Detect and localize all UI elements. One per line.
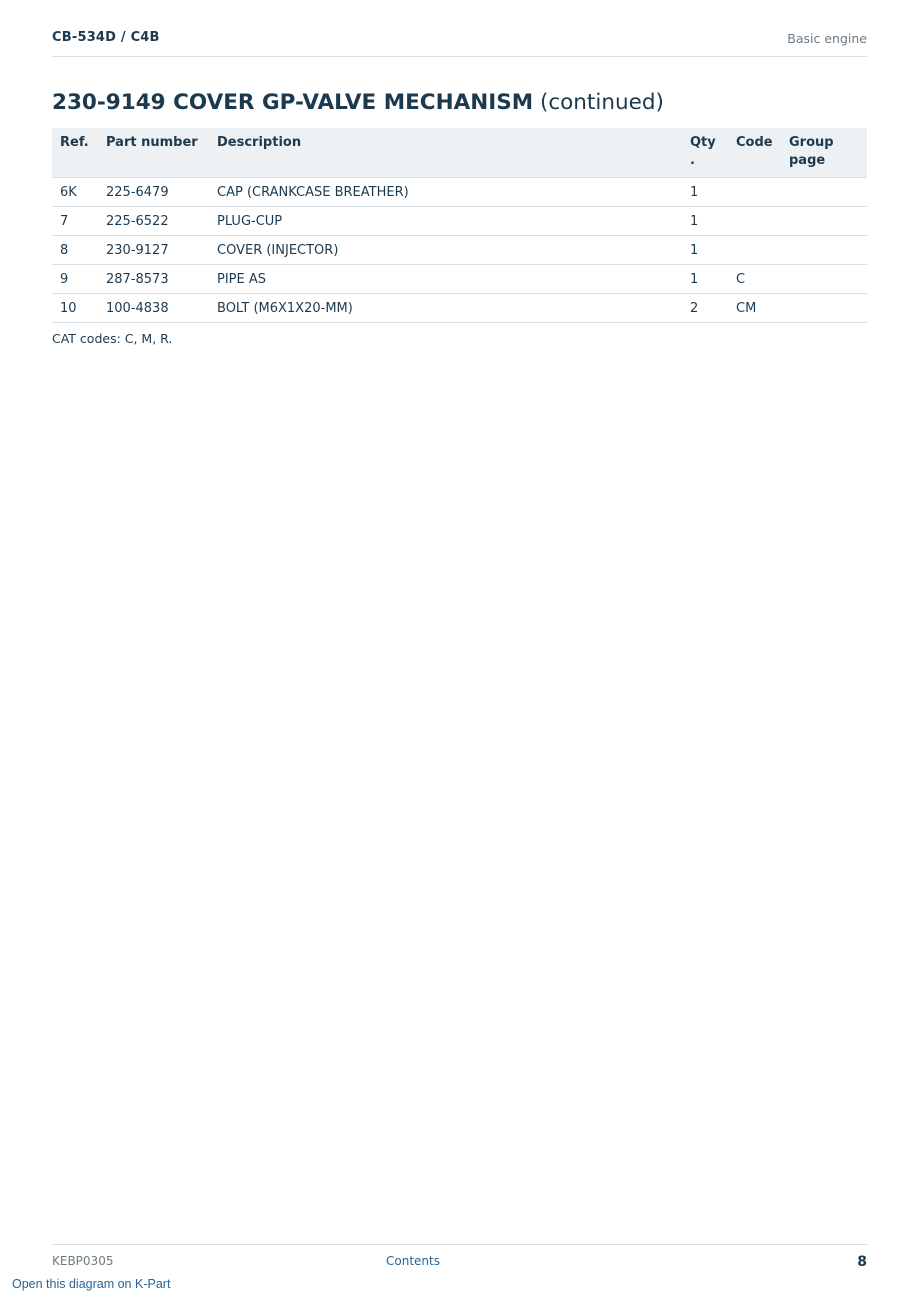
document-id: KEBP0305 [52,1254,114,1268]
cell-ref: 9 [52,265,98,294]
header-group-page: Group page [781,128,867,178]
table-row [52,265,867,294]
header-part-number: Part number [98,128,209,178]
cell-ref: 6K [52,178,98,207]
table-row [52,207,867,236]
header-ref: Ref. [52,128,98,178]
cell-code [728,178,781,207]
table-header-row [52,128,867,178]
document-page [52,0,867,1300]
parts-table [52,128,867,323]
cell-part-number: 100-4838 [98,294,209,323]
cell-ref: 7 [52,207,98,236]
cell-part-number: 230-9127 [98,236,209,265]
cell-group-page [781,207,867,236]
cell-code: CM [728,294,781,323]
cell-group-page [781,236,867,265]
cell-description: COVER (INJECTOR) [209,236,682,265]
title-suffix: (continued) [533,90,664,115]
cell-description: BOLT (M6X1X20-MM) [209,294,682,323]
cell-code [728,207,781,236]
cat-codes-note: CAT codes: C, M, R. [52,331,173,346]
title-main: 230-9149 COVER GP-VALVE MECHANISM [52,90,534,115]
cell-qty: 1 [682,207,728,236]
cell-description: PLUG-CUP [209,207,682,236]
cell-description: PIPE AS [209,265,682,294]
cell-code [728,236,781,265]
cell-group-page [781,294,867,323]
table-row [52,236,867,265]
cell-group-page [781,178,867,207]
table-row [52,294,867,323]
cell-group-page [781,265,867,294]
cell-qty: 1 [682,236,728,265]
section-label: Basic engine [787,31,867,46]
cell-qty: 1 [682,265,728,294]
page-title [52,90,664,115]
kpart-link[interactable]: Open this diagram on K-Part [12,1277,171,1291]
cell-ref: 8 [52,236,98,265]
cell-qty: 2 [682,294,728,323]
table-row [52,178,867,207]
contents-link[interactable]: Contents [386,1254,440,1268]
cell-description: CAP (CRANKCASE BREATHER) [209,178,682,207]
model-label: CB-534D / C4B [52,30,160,45]
header-qty: Qty . [682,128,728,178]
cell-part-number: 287-8573 [98,265,209,294]
cell-qty: 1 [682,178,728,207]
cell-code: C [728,265,781,294]
page-footer [52,1244,867,1275]
cell-ref: 10 [52,294,98,323]
page-number: 8 [857,1254,867,1270]
cell-part-number: 225-6479 [98,178,209,207]
cell-part-number: 225-6522 [98,207,209,236]
page-header [52,28,867,57]
header-code: Code [728,128,781,178]
header-description: Description [209,128,682,178]
